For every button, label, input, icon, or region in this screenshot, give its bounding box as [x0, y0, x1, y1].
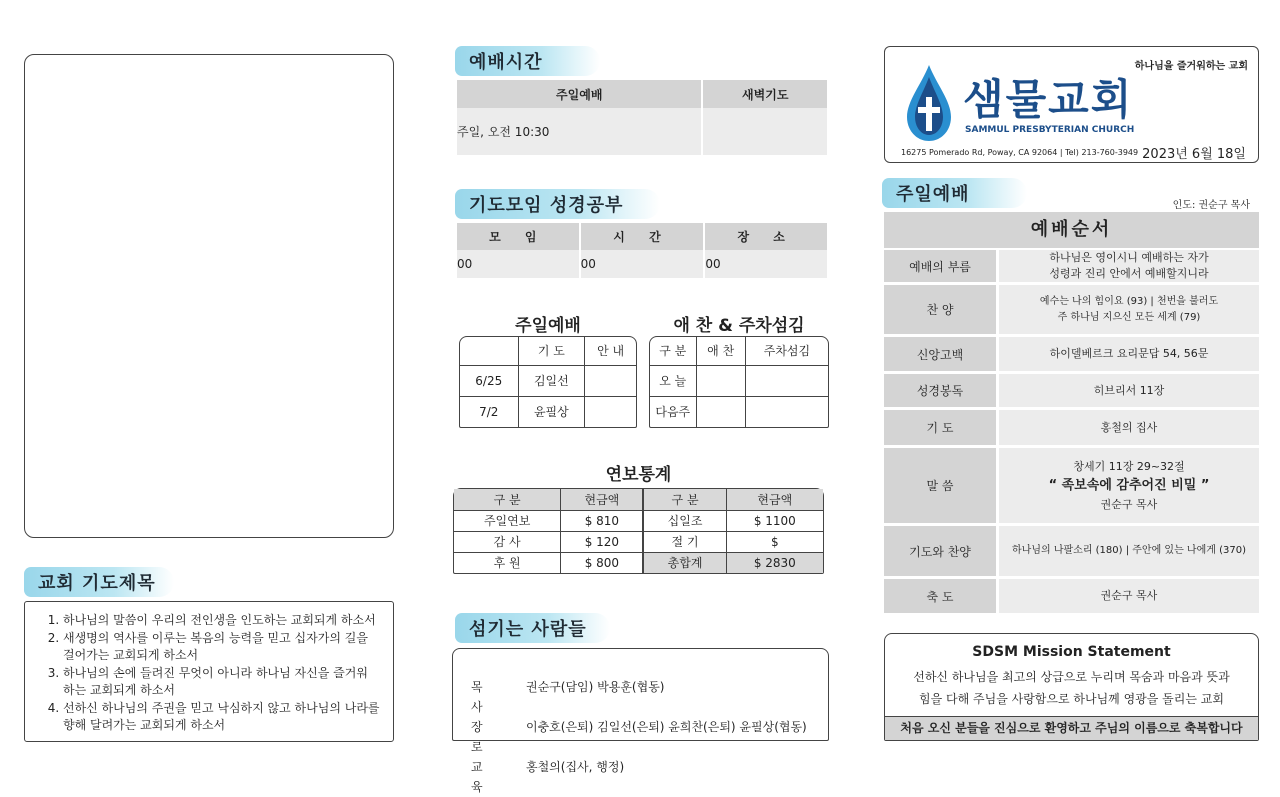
table-cell: 주일연보	[454, 510, 561, 531]
table-cell	[585, 365, 636, 396]
server-names: 홍철의(집사, 행정)	[526, 760, 625, 774]
church-address: 16275 Pomerado Rd, Poway, CA 92064 | Tel) 213-760-3949	[901, 148, 1139, 157]
prayer-meeting-table	[457, 223, 827, 278]
col-header: 모 임	[457, 223, 580, 250]
order-value	[999, 285, 1259, 334]
table-cell: 김일선	[518, 365, 585, 396]
server-role: 교육	[471, 760, 503, 794]
col-header: 새벽기도	[702, 80, 827, 108]
church-name-en: SAMMUL PRESBYTERIAN CHURCH	[965, 125, 1135, 135]
prayer-meeting-title: 기도모임 성경공부	[455, 189, 660, 219]
order-value	[999, 337, 1259, 371]
church-prayer-title: 교회 기도제목	[24, 567, 174, 597]
order-line: 성령과 진리 안에서 예배할지니라	[1049, 267, 1209, 280]
list-item	[471, 757, 828, 797]
mission-body	[885, 666, 1258, 710]
server-role: 목사	[471, 680, 503, 714]
table-cell: 00	[457, 250, 580, 278]
table-cell	[460, 337, 518, 365]
col-header: 구 분	[454, 489, 561, 510]
prayer-item: 4. 선하신 하나님의 주권을 믿고 낙심하지 않고 하나님의 나라를 향해 달려가는 교회되게 하소서	[63, 700, 383, 735]
sunday-duty-title: 주일예배	[515, 316, 581, 336]
table-cell: 후 원	[454, 552, 561, 573]
table-cell	[745, 365, 828, 396]
order-row	[884, 374, 1259, 407]
order-line: 주 하나님 지으신 모든 세계 (79)	[1057, 311, 1201, 323]
table-cell: 총합계	[643, 552, 726, 573]
servers-list	[452, 648, 829, 794]
photo-placeholder	[24, 54, 394, 538]
order-row	[884, 250, 1259, 282]
service-title: 주일예배	[882, 178, 1027, 208]
church-name: 샘물교회	[963, 75, 1134, 124]
table-cell: 절 기	[643, 531, 726, 552]
order-label: 성경봉독	[884, 374, 996, 407]
col-header: 현금액	[561, 489, 644, 510]
table-cell	[696, 365, 745, 396]
server-names: 이충호(은퇴) 김일선(은퇴) 윤희찬(은퇴) 윤필상(협동)	[526, 720, 807, 734]
order-line: 예수는 나의 힘이요 (93) | 천번을 불러도	[1039, 295, 1219, 307]
mission-line: 힘을 다해 주님을 사랑함으로 하나님께 영광을 돌리는 교회	[919, 692, 1224, 706]
finance-title: 연보통계	[605, 465, 672, 485]
order-row	[884, 526, 1259, 576]
col-header: 애 찬	[696, 337, 745, 365]
order-line: 권순구 목사	[1100, 497, 1158, 511]
order-label: 기 도	[884, 410, 996, 445]
order-value	[999, 410, 1259, 445]
order-line: 하나님의 나팔소리 (180) | 주안에 있는 나에게 (370)	[1012, 545, 1246, 556]
list-item	[471, 677, 828, 717]
servers-title: 섬기는 사람들	[455, 613, 610, 643]
order-line: 하이델베르크 요리문답 54, 56문	[1049, 347, 1209, 360]
col-header: 주차섬김	[745, 337, 828, 365]
col-header: 구 분	[659, 344, 687, 359]
table-cell: $ 1100	[726, 510, 823, 531]
order-label: 말 씀	[884, 448, 996, 523]
prayer-item: 3. 하나님의 손에 들려진 무엇이 아니라 하나님 자신을 즐거워 하는 교회되게 하소서	[63, 665, 383, 700]
order-row	[884, 337, 1259, 371]
order-line: 하나님은 영이시니 예배하는 자가	[1049, 251, 1209, 264]
table-cell: $ 800	[561, 552, 644, 573]
table-cell	[585, 396, 636, 427]
col-header: 장 소	[704, 223, 827, 250]
sunday-duty-table	[459, 336, 637, 428]
church-header	[884, 46, 1259, 163]
order-of-service	[884, 250, 1259, 616]
worship-times-table	[457, 80, 827, 155]
order-value	[999, 250, 1259, 282]
col-header: 안 내	[585, 337, 636, 365]
parking-duty-title: 애 찬 & 주차섬김	[673, 316, 805, 336]
table-cell	[745, 396, 828, 427]
order-row	[884, 285, 1259, 334]
order-title: 예배순서	[884, 212, 1259, 248]
table-cell: 윤필상	[518, 396, 585, 427]
order-label: 축 도	[884, 579, 996, 613]
table-cell: 00	[580, 250, 705, 278]
table-cell: 6/25	[460, 365, 518, 396]
worship-times-title: 예배시간	[455, 46, 600, 76]
table-cell: 7/2	[460, 396, 518, 427]
col-header: 주일예배	[457, 80, 702, 108]
order-row	[884, 448, 1259, 523]
welcome-footer: 처음 오신 분들을 진심으로 환영하고 주님의 이름으로 축복합니다	[885, 716, 1258, 740]
table-cell: 감 사	[454, 531, 561, 552]
order-row	[884, 579, 1259, 613]
table-cell: 오 늘	[650, 365, 696, 396]
order-label: 예배의 부름	[884, 250, 996, 282]
order-value	[999, 526, 1259, 576]
order-value	[999, 374, 1259, 407]
prayer-item: 1. 하나님의 말씀이 우리의 전인생을 인도하는 교회되게 하소서	[63, 612, 383, 630]
service-leader: 인도: 권순구 목사	[1172, 200, 1250, 211]
order-row	[884, 410, 1259, 445]
parking-duty-table	[649, 336, 829, 428]
sermon-title: “ 족보속에 감추어진 비밀 ”	[1048, 477, 1210, 493]
dawn-prayer-value	[702, 108, 827, 155]
order-line: 히브리서 11장	[1093, 383, 1165, 397]
mission-title: SDSM Mission Statement	[972, 644, 1171, 660]
order-line: 창세기 11장 29~32절	[1073, 459, 1185, 473]
table-cell: 다음주	[650, 396, 696, 427]
table-cell	[696, 396, 745, 427]
col-header: 현금액	[726, 489, 823, 510]
order-value	[999, 579, 1259, 613]
order-value	[999, 448, 1259, 523]
table-cell: $ 2830	[726, 552, 823, 573]
table-cell: $ 810	[561, 510, 644, 531]
water-drop-cross-icon	[903, 63, 955, 143]
server-names: 권순구(담임) 박용훈(협동)	[526, 680, 665, 694]
finance-table	[453, 488, 824, 574]
table-cell: 십일조	[643, 510, 726, 531]
mission-line: 선하신 하나님을 최고의 상급으로 누리며 목숨과 마음과 뜻과	[913, 670, 1230, 684]
mission-statement	[884, 633, 1259, 741]
prayer-item: 2. 새생명의 역사를 이루는 복음의 능력을 믿고 십자가의 길을 걸어가는 교회되게 하소서	[63, 630, 383, 665]
server-role: 장로	[471, 720, 503, 754]
table-cell: $	[726, 531, 823, 552]
table-cell: 00	[704, 250, 827, 278]
col-header: 시 간	[580, 223, 705, 250]
church-prayer-list	[24, 601, 394, 742]
table-cell: $ 120	[561, 531, 644, 552]
order-label: 찬 양	[884, 285, 996, 334]
order-line: 홍철의 집사	[1100, 420, 1158, 434]
bulletin-date: 2023년 6월 18일	[1142, 147, 1246, 162]
tagline: 하나님을 즐거워하는 교회	[1134, 61, 1248, 72]
order-label: 신앙고백	[884, 337, 996, 371]
order-line: 권순구 목사	[1100, 589, 1158, 602]
col-header: 기 도	[518, 337, 585, 365]
order-label: 기도와 찬양	[884, 526, 996, 576]
list-item	[471, 717, 828, 757]
worship-time-value: 주일, 오전 10:30	[457, 108, 702, 155]
col-header: 구 분	[643, 489, 726, 510]
